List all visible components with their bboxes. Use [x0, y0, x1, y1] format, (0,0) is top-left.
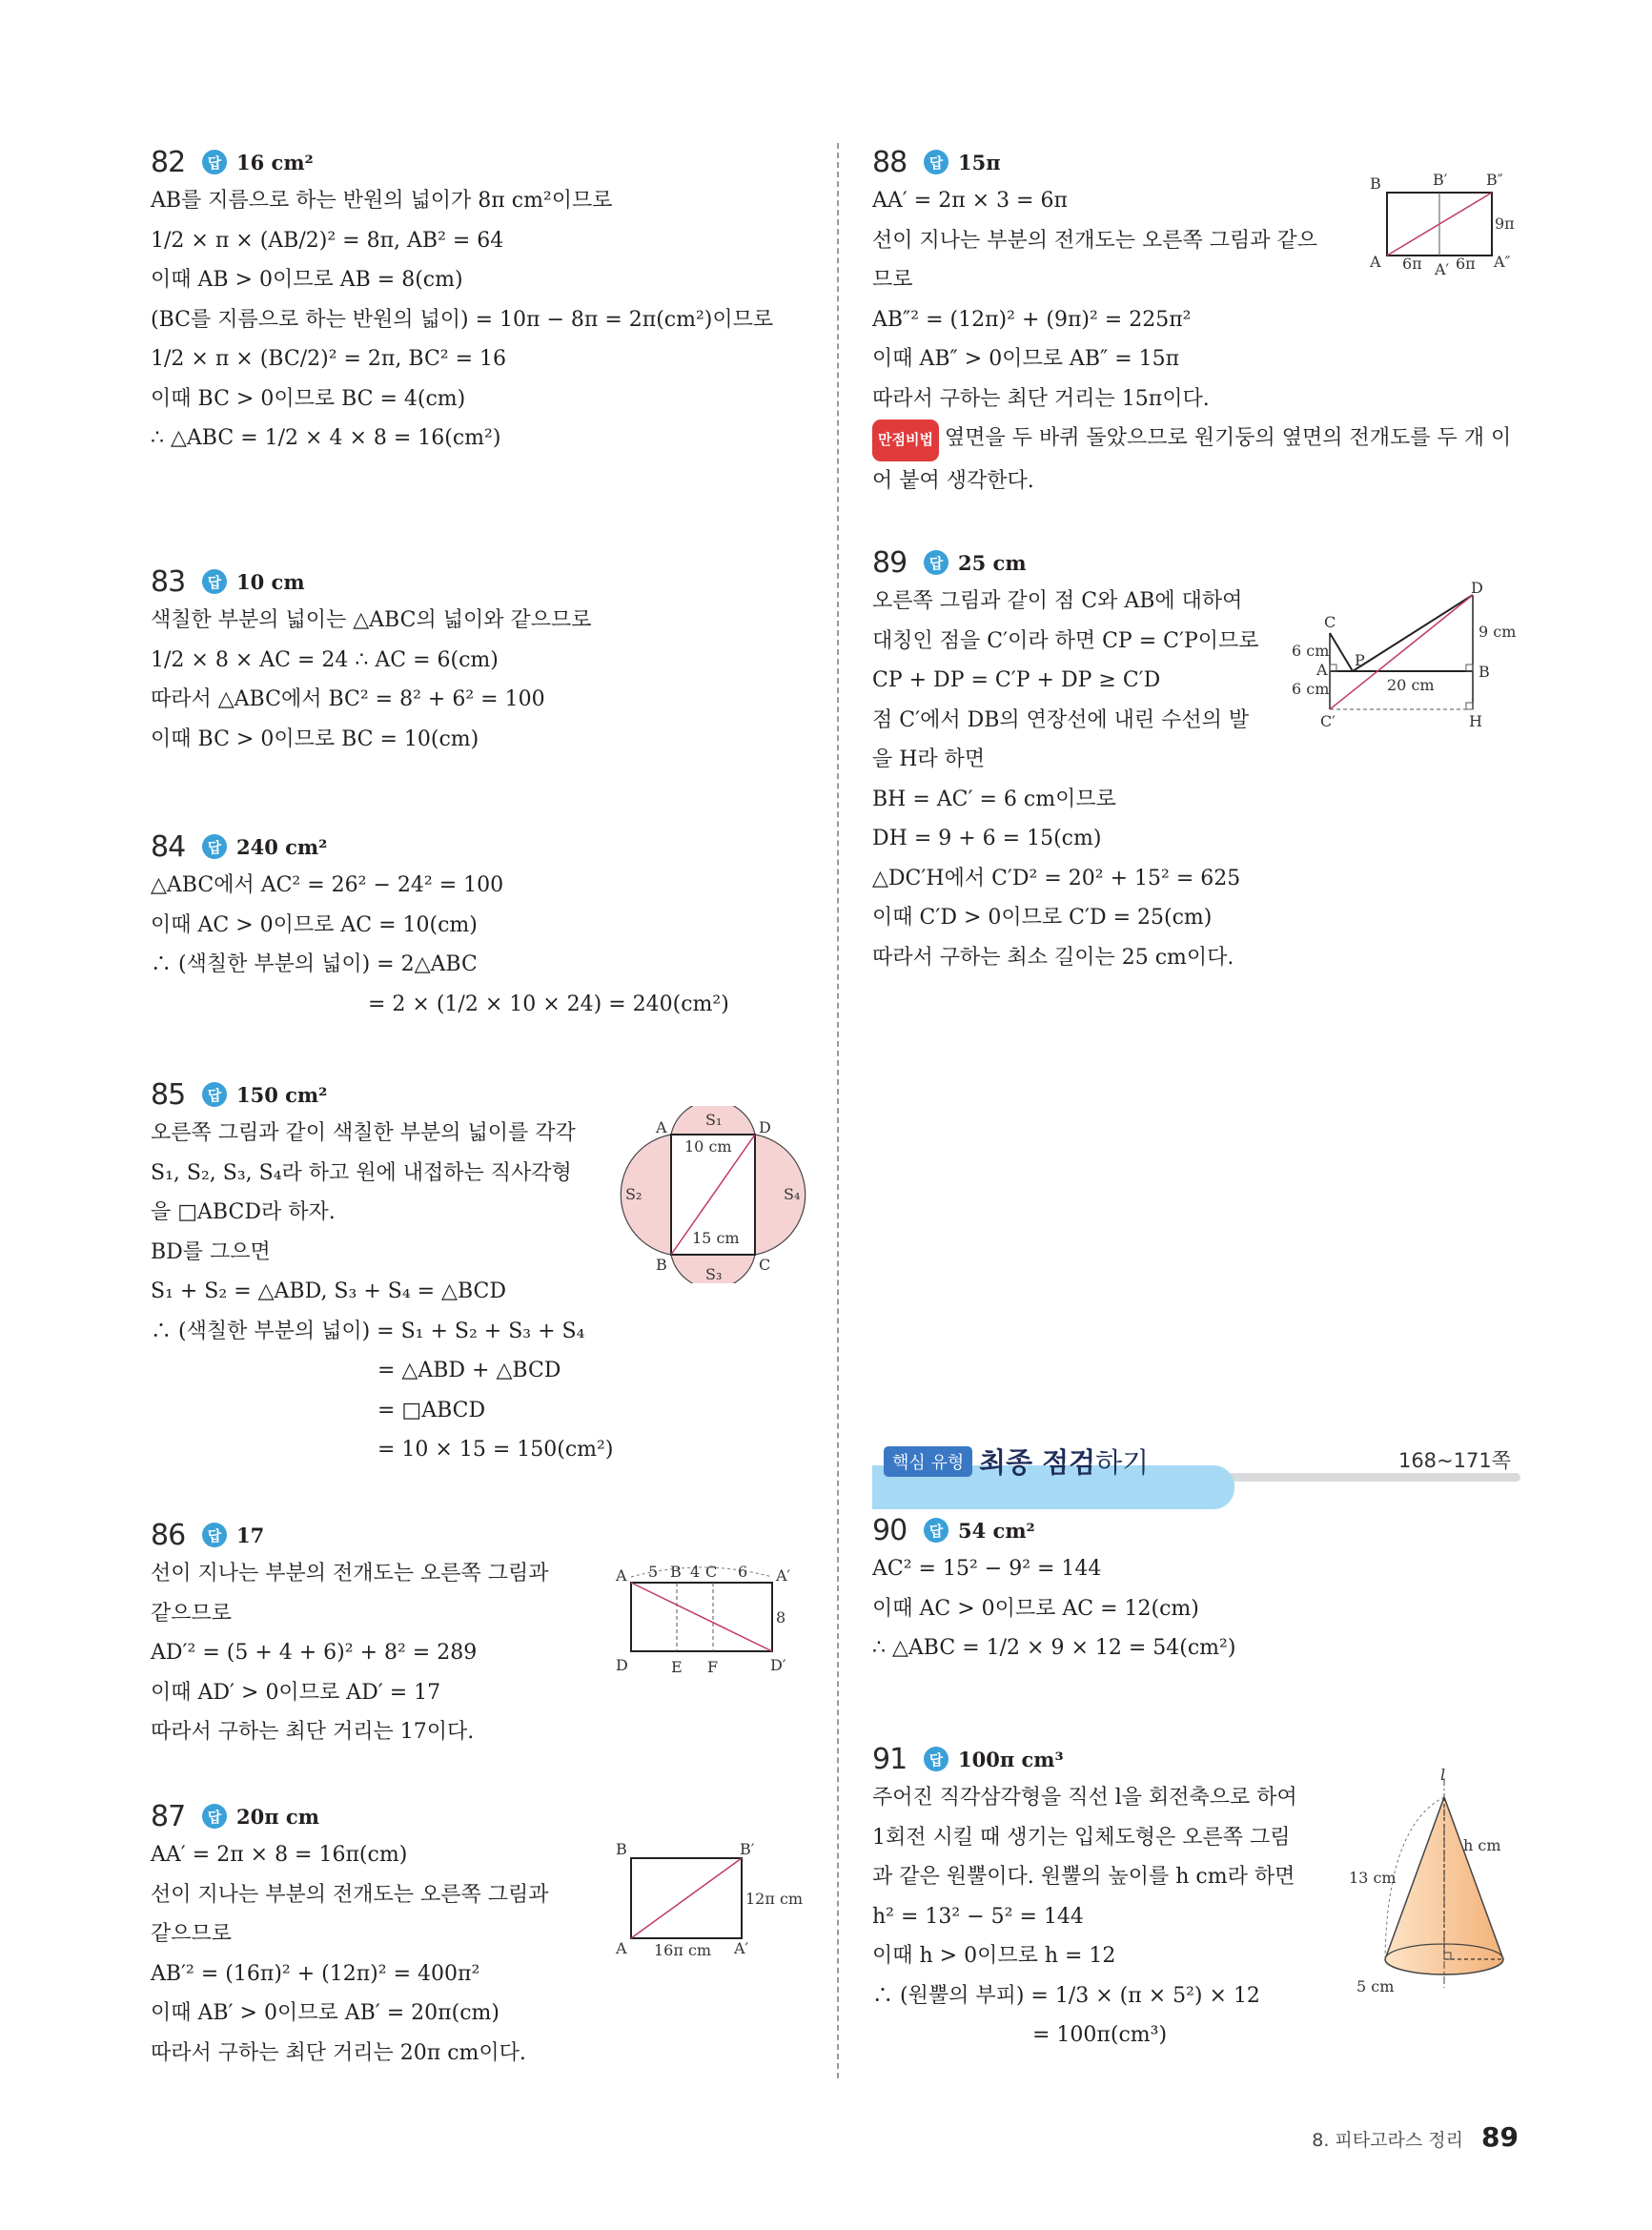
label-B: B	[670, 1563, 682, 1581]
solution-line: AA′ = 2π × 3 = 6π	[872, 189, 1068, 213]
solution-line: 1/2 × π × (BC/2)² = 2π, BC² = 16	[151, 347, 507, 371]
label-width: 10 cm	[684, 1137, 732, 1156]
label-6cm-top: 6 cm	[1292, 642, 1330, 660]
problem-91	[872, 1740, 1520, 2056]
answer-badge: 답	[202, 1523, 227, 1547]
section-tag: 핵심 유형	[884, 1446, 972, 1477]
solution-line: 같으므로	[151, 1601, 233, 1626]
column-divider	[837, 143, 839, 2078]
problem-header	[151, 563, 818, 601]
problem-answer: 15π	[958, 150, 1001, 174]
label-C: C	[759, 1256, 771, 1274]
label-A-double-prime: A″	[1494, 253, 1511, 271]
label-D: D	[616, 1656, 628, 1674]
unfolded-net-figure	[610, 1554, 801, 1678]
solution-line: AA′ = 2π × 8 = 16π(cm)	[151, 1843, 408, 1867]
page-footer	[1312, 2121, 1519, 2153]
solution-line: AB를 지름으로 하는 반원의 넓이가 8π cm²이므로	[151, 189, 613, 213]
label-D: D	[1471, 582, 1483, 597]
solution-line: 선이 지나는 부분의 전개도는 오른쪽 그림과	[151, 1882, 549, 1907]
solution-line: ∴ (색칠한 부분의 넓이) = 2△ABC	[151, 952, 478, 976]
label-height-8: 8	[776, 1608, 786, 1626]
problem-header	[151, 828, 818, 866]
solution-line: 1회전 시킬 때 생기는 입체도형은 오른쪽 그림	[872, 1825, 1291, 1850]
label-P: P	[1355, 651, 1365, 669]
label-E: E	[671, 1658, 683, 1676]
solution-line: = 100π(cm³)	[1032, 2023, 1168, 2047]
problem-number: 90	[872, 1513, 908, 1547]
solution-line: AD′² = (5 + 4 + 6)² + 8² = 289	[151, 1641, 478, 1665]
problem-90	[872, 1511, 1520, 1668]
label-F: F	[707, 1658, 719, 1676]
label-S3: S₃	[705, 1265, 723, 1283]
solution-line: 이때 BC > 0이므로 BC = 10(cm)	[151, 726, 479, 751]
label-H: H	[1469, 712, 1482, 730]
solution-line: BH = AC′ = 6 cm이므로	[872, 787, 1116, 811]
answer-badge: 답	[924, 150, 948, 174]
label-D-prime: D′	[770, 1656, 786, 1674]
solution-line: △ABC에서 AC² = 26² − 24² = 100	[151, 873, 504, 897]
solution-line: ∴ (원뿔의 부피) = 1/3 × (π × 5²) × 12	[872, 1983, 1260, 2008]
problem-84	[151, 828, 818, 1024]
problem-answer: 54 cm²	[958, 1518, 1035, 1543]
label-width-2: 6π	[1456, 255, 1476, 273]
label-width-1: 6π	[1402, 255, 1422, 273]
problem-header	[872, 543, 1520, 582]
solution-line: 1/2 × 8 × AC = 24 ∴ AC = 6(cm)	[151, 647, 499, 672]
answer-badge: 답	[202, 1082, 227, 1107]
section-title-main: 최종 점검	[979, 1446, 1096, 1479]
label-seg-5: 5	[648, 1563, 659, 1581]
solution-line: DH = 9 + 6 = 15(cm)	[872, 827, 1102, 850]
label-S4: S₄	[784, 1185, 801, 1203]
answer-badge: 답	[924, 1747, 948, 1771]
label-20cm: 20 cm	[1387, 676, 1435, 694]
label-radius: 5 cm	[1356, 1977, 1395, 1995]
problem-number: 86	[151, 1518, 186, 1552]
tip-badge: 만점비법	[872, 419, 939, 461]
label-C: C	[705, 1563, 718, 1581]
solution-line: = 10 × 15 = 150(cm²)	[377, 1438, 614, 1462]
solution-line: 따라서 구하는 최소 길이는 25 cm이다.	[872, 945, 1234, 970]
label-B: B	[1479, 663, 1490, 681]
problem-header	[151, 1516, 818, 1554]
solution-line: AB″² = (12π)² + (9π)² = 225π²	[872, 307, 1192, 332]
solution-line: 이때 AB > 0이므로 AB = 8(cm)	[151, 268, 463, 292]
problem-number: 87	[151, 1799, 186, 1833]
answer-badge: 답	[202, 150, 227, 174]
solution-line: 1/2 × π × (AB/2)² = 8π, AB² = 64	[151, 228, 504, 253]
label-width: 16π cm	[654, 1941, 712, 1959]
page-number: 89	[1481, 2121, 1519, 2153]
solution-line: 이때 AB′ > 0이므로 AB′ = 20π(cm)	[151, 2001, 500, 2025]
label-B-prime: B′	[740, 1840, 755, 1858]
solution-line: 을 □ABCD라 하자.	[151, 1200, 336, 1224]
label-C: C	[1324, 613, 1336, 631]
problem-82	[151, 143, 818, 459]
answer-badge: 답	[202, 834, 227, 859]
chapter-title: 8. 피타고라스 정리	[1312, 2130, 1463, 2151]
reflection-figure	[1292, 582, 1520, 734]
tip-line	[872, 419, 1530, 501]
problem-answer: 10 cm	[236, 569, 305, 594]
label-A: A	[1316, 661, 1328, 679]
label-seg-6: 6	[738, 1563, 748, 1581]
label-B: B	[616, 1840, 627, 1858]
answer-badge: 답	[924, 550, 948, 575]
solution-line: 점 C′에서 DB의 연장선에 내린 수선의 발	[872, 707, 1250, 732]
problem-85	[151, 1075, 818, 1470]
problem-number: 85	[151, 1077, 186, 1112]
solution-line: 따라서 △ABC에서 BC² = 8² + 6² = 100	[151, 687, 545, 711]
answer-badge: 답	[202, 569, 227, 594]
label-A: A	[1370, 253, 1381, 271]
solution-line: 따라서 구하는 최단 거리는 17이다.	[151, 1720, 475, 1744]
solution-line: 이때 AD′ > 0이므로 AD′ = 17	[151, 1680, 441, 1705]
solution-line: BD를 그으면	[151, 1239, 271, 1264]
problem-header	[872, 1511, 1520, 1549]
solution-line: ∴ (색칠한 부분의 넓이) = S₁ + S₂ + S₃ + S₄	[151, 1319, 585, 1343]
tip-text: 옆면을 두 바퀴 돌았으므로 원기둥의 옆면의 전개도를 두 개 이어 붙여 생각한다.	[872, 426, 1512, 493]
label-axis-l: l	[1440, 1769, 1446, 1784]
label-A-prime: A′	[734, 1939, 749, 1957]
solution-line: ∴ △ABC = 1/2 × 4 × 8 = 16(cm²)	[151, 426, 501, 450]
label-9cm: 9 cm	[1479, 623, 1517, 641]
solution-line: 오른쪽 그림과 같이 색칠한 부분의 넓이를 각각	[151, 1121, 576, 1145]
label-B-prime: B′	[1433, 172, 1448, 189]
unfolded-cylinder-figure	[606, 1837, 806, 1961]
answer-badge: 답	[924, 1518, 948, 1543]
solution-line: 같으므로	[151, 1922, 233, 1946]
solution-line: = 2 × (1/2 × 10 × 24) = 240(cm²)	[368, 992, 729, 1016]
section-title	[979, 1442, 1149, 1481]
problem-answer: 240 cm²	[236, 834, 328, 859]
section-pages: 168~171쪽	[1397, 1449, 1511, 1472]
solution-line: AC² = 15² − 9² = 144	[872, 1557, 1102, 1581]
solution-line: 이때 AC > 0이므로 AC = 12(cm)	[872, 1596, 1199, 1621]
solution-line: h² = 13² − 5² = 144	[872, 1904, 1084, 1929]
solution-line: S₁ + S₂ = △ABD, S₃ + S₄ = △BCD	[151, 1279, 507, 1303]
inscribed-rectangle-figure	[618, 1106, 808, 1283]
label-height: 9π	[1495, 215, 1515, 233]
label-B-double-prime: B″	[1486, 172, 1503, 189]
label-A-prime: A′	[1435, 260, 1450, 278]
label-seg-4: 4	[690, 1563, 701, 1581]
problem-answer: 17	[236, 1523, 265, 1547]
label-slant: 13 cm	[1349, 1869, 1397, 1887]
solution-line: S₁, S₂, S₃, S₄라 하고 원에 내접하는 직사각형	[151, 1160, 572, 1185]
problem-86	[151, 1516, 818, 1752]
solution-line: △DC′H에서 C′D² = 20² + 15² = 625	[872, 866, 1241, 890]
problem-number: 88	[872, 145, 908, 179]
label-C-prime: C′	[1320, 712, 1336, 730]
solution-line: 주어진 직각삼각형을 직선 l을 회전축으로 하여	[872, 1786, 1297, 1810]
problem-number: 89	[872, 545, 908, 580]
problem-number: 83	[151, 564, 186, 599]
solution-line: 이때 BC > 0이므로 BC = 4(cm)	[151, 386, 466, 411]
cone-figure	[1349, 1769, 1520, 1997]
label-height: h cm	[1463, 1836, 1501, 1854]
problem-number: 91	[872, 1742, 908, 1776]
solution-line: = △ABD + △BCD	[377, 1359, 561, 1382]
double-unfolded-figure	[1368, 172, 1530, 286]
label-A: A	[656, 1118, 667, 1136]
problem-87	[151, 1797, 818, 2073]
problem-header	[151, 143, 818, 181]
solution-line: 선이 지나는 부분의 전개도는 오른쪽 그림과	[151, 1562, 549, 1586]
label-A: A	[616, 1939, 627, 1957]
label-D: D	[759, 1118, 771, 1136]
section-title-suffix: 하기	[1095, 1446, 1150, 1479]
solution-line: 오른쪽 그림과 같이 점 C와 AB에 대하여	[872, 589, 1243, 613]
solution-line: 이때 AC > 0이므로 AC = 10(cm)	[151, 912, 478, 937]
problem-83	[151, 563, 818, 759]
problem-header	[151, 1797, 818, 1835]
problem-number: 84	[151, 829, 186, 864]
solution-line: 대칭인 점을 C′이라 하면 CP = C′P이므로	[872, 628, 1259, 653]
solution-line: CP + DP = C′P + DP ≥ C′D	[872, 668, 1161, 692]
answer-badge: 답	[202, 1804, 227, 1829]
solution-line: 과 같은 원뿔이다. 원뿔의 높이를 h cm라 하면	[872, 1865, 1295, 1889]
solution-line: 므로	[872, 268, 913, 292]
solution-line: = □ABCD	[377, 1398, 486, 1422]
solution-line: 따라서 구하는 최단 거리는 20π cm이다.	[151, 2040, 526, 2065]
solution-line: AB′² = (16π)² + (12π)² = 400π²	[151, 1961, 480, 1986]
solution-line: ∴ △ABC = 1/2 × 9 × 12 = 54(cm²)	[872, 1636, 1236, 1660]
label-6cm-bottom: 6 cm	[1292, 680, 1330, 698]
problem-answer: 16 cm²	[236, 150, 314, 174]
problem-number: 82	[151, 145, 186, 179]
problem-answer: 150 cm²	[236, 1082, 328, 1107]
solution-line: 색칠한 부분의 넓이는 △ABC의 넓이와 같으므로	[151, 608, 592, 632]
label-A: A	[616, 1566, 627, 1585]
label-height: 15 cm	[692, 1229, 740, 1247]
problem-answer: 25 cm	[958, 550, 1027, 575]
problem-answer: 20π cm	[236, 1804, 319, 1829]
label-S2: S₂	[625, 1185, 642, 1203]
problem-answer: 100π cm³	[958, 1747, 1064, 1771]
solution-line: 이때 h > 0이므로 h = 12	[872, 1944, 1116, 1968]
solution-line: 따라서 구하는 최단 거리는 15π이다.	[872, 386, 1210, 411]
label-height: 12π cm	[745, 1890, 804, 1908]
problem-88	[872, 143, 1520, 501]
label-B: B	[1370, 174, 1381, 193]
label-B: B	[656, 1256, 667, 1274]
solution-line: 이때 AB″ > 0이므로 AB″ = 15π	[872, 347, 1180, 371]
label-S1: S₁	[705, 1111, 723, 1129]
solution-line: 을 H라 하면	[872, 747, 986, 771]
solution-line: 선이 지나는 부분의 전개도는 오른쪽 그림과 같으	[872, 228, 1318, 253]
solution-line: (BC를 지름으로 하는 반원의 넓이) = 10π − 8π = 2π(cm²)이므로	[151, 307, 774, 332]
problem-89	[872, 543, 1520, 977]
section-banner	[872, 1440, 1520, 1483]
solution-line: 이때 C′D > 0이므로 C′D = 25(cm)	[872, 906, 1213, 930]
label-A-prime: A′	[776, 1566, 791, 1585]
